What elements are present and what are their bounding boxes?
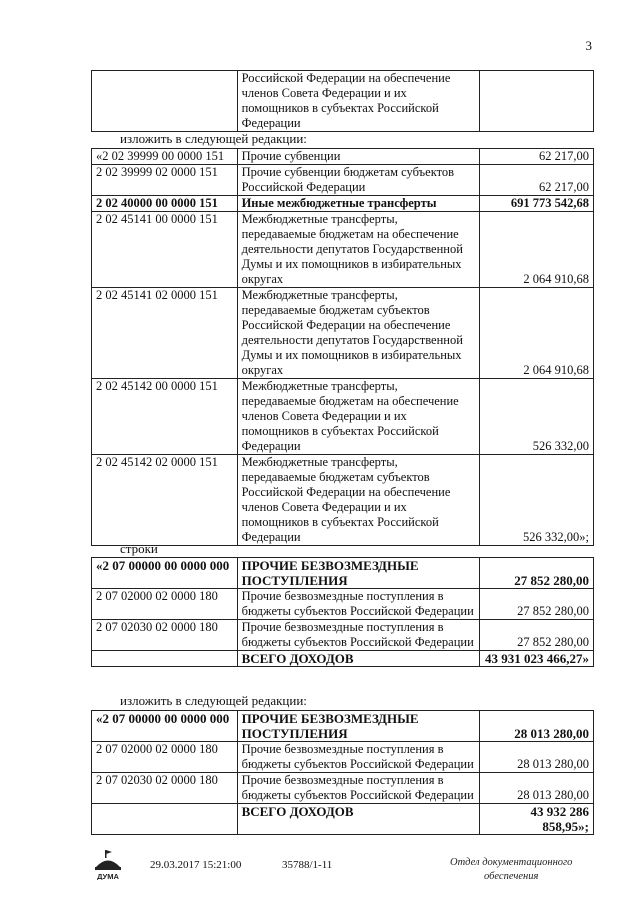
name-cell: ПРОЧИЕ БЕЗВОЗМЕЗДНЫЕ ПОСТУПЛЕНИЯ xyxy=(237,711,479,742)
code-cell: 2 02 45141 00 0000 151 xyxy=(92,212,238,288)
table-row xyxy=(92,288,594,379)
edit-instruction-1: изложить в следующей редакции: xyxy=(120,131,307,146)
code-cell: 2 07 02000 02 0000 180 xyxy=(92,742,238,773)
code-cell: «2 07 00000 00 0000 000 xyxy=(92,711,238,742)
name-cell: Прочие безвозмездные поступления в бюджеты субъектов Российской Федерации xyxy=(237,773,479,804)
sum-cell xyxy=(479,71,593,132)
name-cell: Прочие безвозмездные поступления в бюджеты субъектов Российской Федерации xyxy=(237,742,479,773)
table-row xyxy=(92,212,594,288)
table-row xyxy=(92,589,594,620)
name-cell: Межбюджетные трансферты, передаваемые бюджетам субъектов Российской Федерации на обеспечение членов Совета Федерации и их помощников в субъектах Российской Федерации xyxy=(237,455,479,546)
code-cell: «2 07 00000 00 0000 000 xyxy=(92,558,238,589)
name-cell: ПРОЧИЕ БЕЗВОЗМЕЗДНЫЕ ПОСТУПЛЕНИЯ xyxy=(237,558,479,589)
name-cell: Межбюджетные трансферты, передаваемые бюджетам на обеспечение членов Совета Федерации и их помощников в субъектах Российской Федерации xyxy=(237,379,479,455)
sum-cell: 28 013 280,00 xyxy=(479,711,593,742)
stamp-line-1: Отдел документационного xyxy=(450,857,573,868)
code-cell: 2 02 45142 00 0000 151 xyxy=(92,379,238,455)
table-row xyxy=(92,196,594,212)
table-row xyxy=(92,651,594,667)
table-row xyxy=(92,620,594,651)
table-row xyxy=(92,379,594,455)
sum-cell: 2 064 910,68 xyxy=(479,288,593,379)
sum-cell: 526 332,00»; xyxy=(479,455,593,546)
edit-instruction-2: изложить в следующей редакции: xyxy=(120,693,307,708)
table-row xyxy=(92,149,594,165)
table-row xyxy=(92,558,594,589)
duma-logo xyxy=(92,850,124,880)
sum-cell: 28 013 280,00 xyxy=(479,773,593,804)
table-row xyxy=(92,71,594,132)
stamp-line-2: обеспечения xyxy=(484,871,539,882)
code-cell: 2 07 02030 02 0000 180 xyxy=(92,620,238,651)
sum-cell: 28 013 280,00 xyxy=(479,742,593,773)
code-cell xyxy=(92,651,238,667)
code-cell xyxy=(92,804,238,835)
top-table xyxy=(91,70,594,132)
table-row xyxy=(92,165,594,196)
logo-text: ДУМА xyxy=(97,872,119,880)
code-cell xyxy=(92,71,238,132)
name-cell: Прочие субвенции xyxy=(237,149,479,165)
name-cell: Прочие субвенции бюджетам субъектов Российской Федерации xyxy=(237,165,479,196)
footer-datetime: 29.03.2017 15:21:00 xyxy=(150,859,242,871)
revenue-table-transfers xyxy=(91,148,594,546)
name-cell: Межбюджетные трансферты, передаваемые бюджетам субъектов Российской Федерации на обеспечение деятельности депутатов Государственной Думы и их помощников в избирательных округах xyxy=(237,288,479,379)
code-cell: 2 02 39999 02 0000 151 xyxy=(92,165,238,196)
department-stamp xyxy=(450,856,572,884)
code-cell: 2 02 45142 02 0000 151 xyxy=(92,455,238,546)
name-cell: ВСЕГО ДОХОДОВ xyxy=(237,651,479,667)
sum-cell: 43 931 023 466,27» xyxy=(479,651,593,667)
name-cell: Межбюджетные трансферты, передаваемые бюджетам на обеспечение деятельности депутатов Государственной Думы и их помощников в избирательных округах xyxy=(237,212,479,288)
sum-cell: 62 217,00 xyxy=(479,165,593,196)
sum-cell: 2 064 910,68 xyxy=(479,212,593,288)
name-cell: ВСЕГО ДОХОДОВ xyxy=(237,804,479,835)
sum-cell: 27 852 280,00 xyxy=(479,558,593,589)
page-number: 3 xyxy=(585,38,592,53)
table-row xyxy=(92,773,594,804)
code-cell: 2 07 02030 02 0000 180 xyxy=(92,773,238,804)
name-cell: Иные межбюджетные трансферты xyxy=(237,196,479,212)
sum-cell: 27 852 280,00 xyxy=(479,589,593,620)
sum-cell: 27 852 280,00 xyxy=(479,620,593,651)
sum-cell: 62 217,00 xyxy=(479,149,593,165)
code-cell: 2 02 40000 00 0000 151 xyxy=(92,196,238,212)
name-cell: Прочие безвозмездные поступления в бюджеты субъектов Российской Федерации xyxy=(237,589,479,620)
code-cell: «2 02 39999 00 0000 151 xyxy=(92,149,238,165)
table-row xyxy=(92,742,594,773)
rows-label: строки xyxy=(120,541,158,556)
sum-cell: 43 932 286 858,95»; xyxy=(479,804,593,835)
name-cell: Российской Федерации на обеспечение членов Совета Федерации и их помощников в субъектах Российской Федерации xyxy=(237,71,479,132)
code-cell: 2 02 45141 02 0000 151 xyxy=(92,288,238,379)
sum-cell: 691 773 542,68 xyxy=(479,196,593,212)
code-cell: 2 07 02000 02 0000 180 xyxy=(92,589,238,620)
table-row xyxy=(92,804,594,835)
sum-cell: 526 332,00 xyxy=(479,379,593,455)
revenue-table-new xyxy=(91,710,594,835)
revenue-table-old xyxy=(91,557,594,667)
table-row xyxy=(92,711,594,742)
name-cell: Прочие безвозмездные поступления в бюджеты субъектов Российской Федерации xyxy=(237,620,479,651)
footer-doc-number: 35788/1-11 xyxy=(282,859,333,871)
table-row xyxy=(92,455,594,546)
